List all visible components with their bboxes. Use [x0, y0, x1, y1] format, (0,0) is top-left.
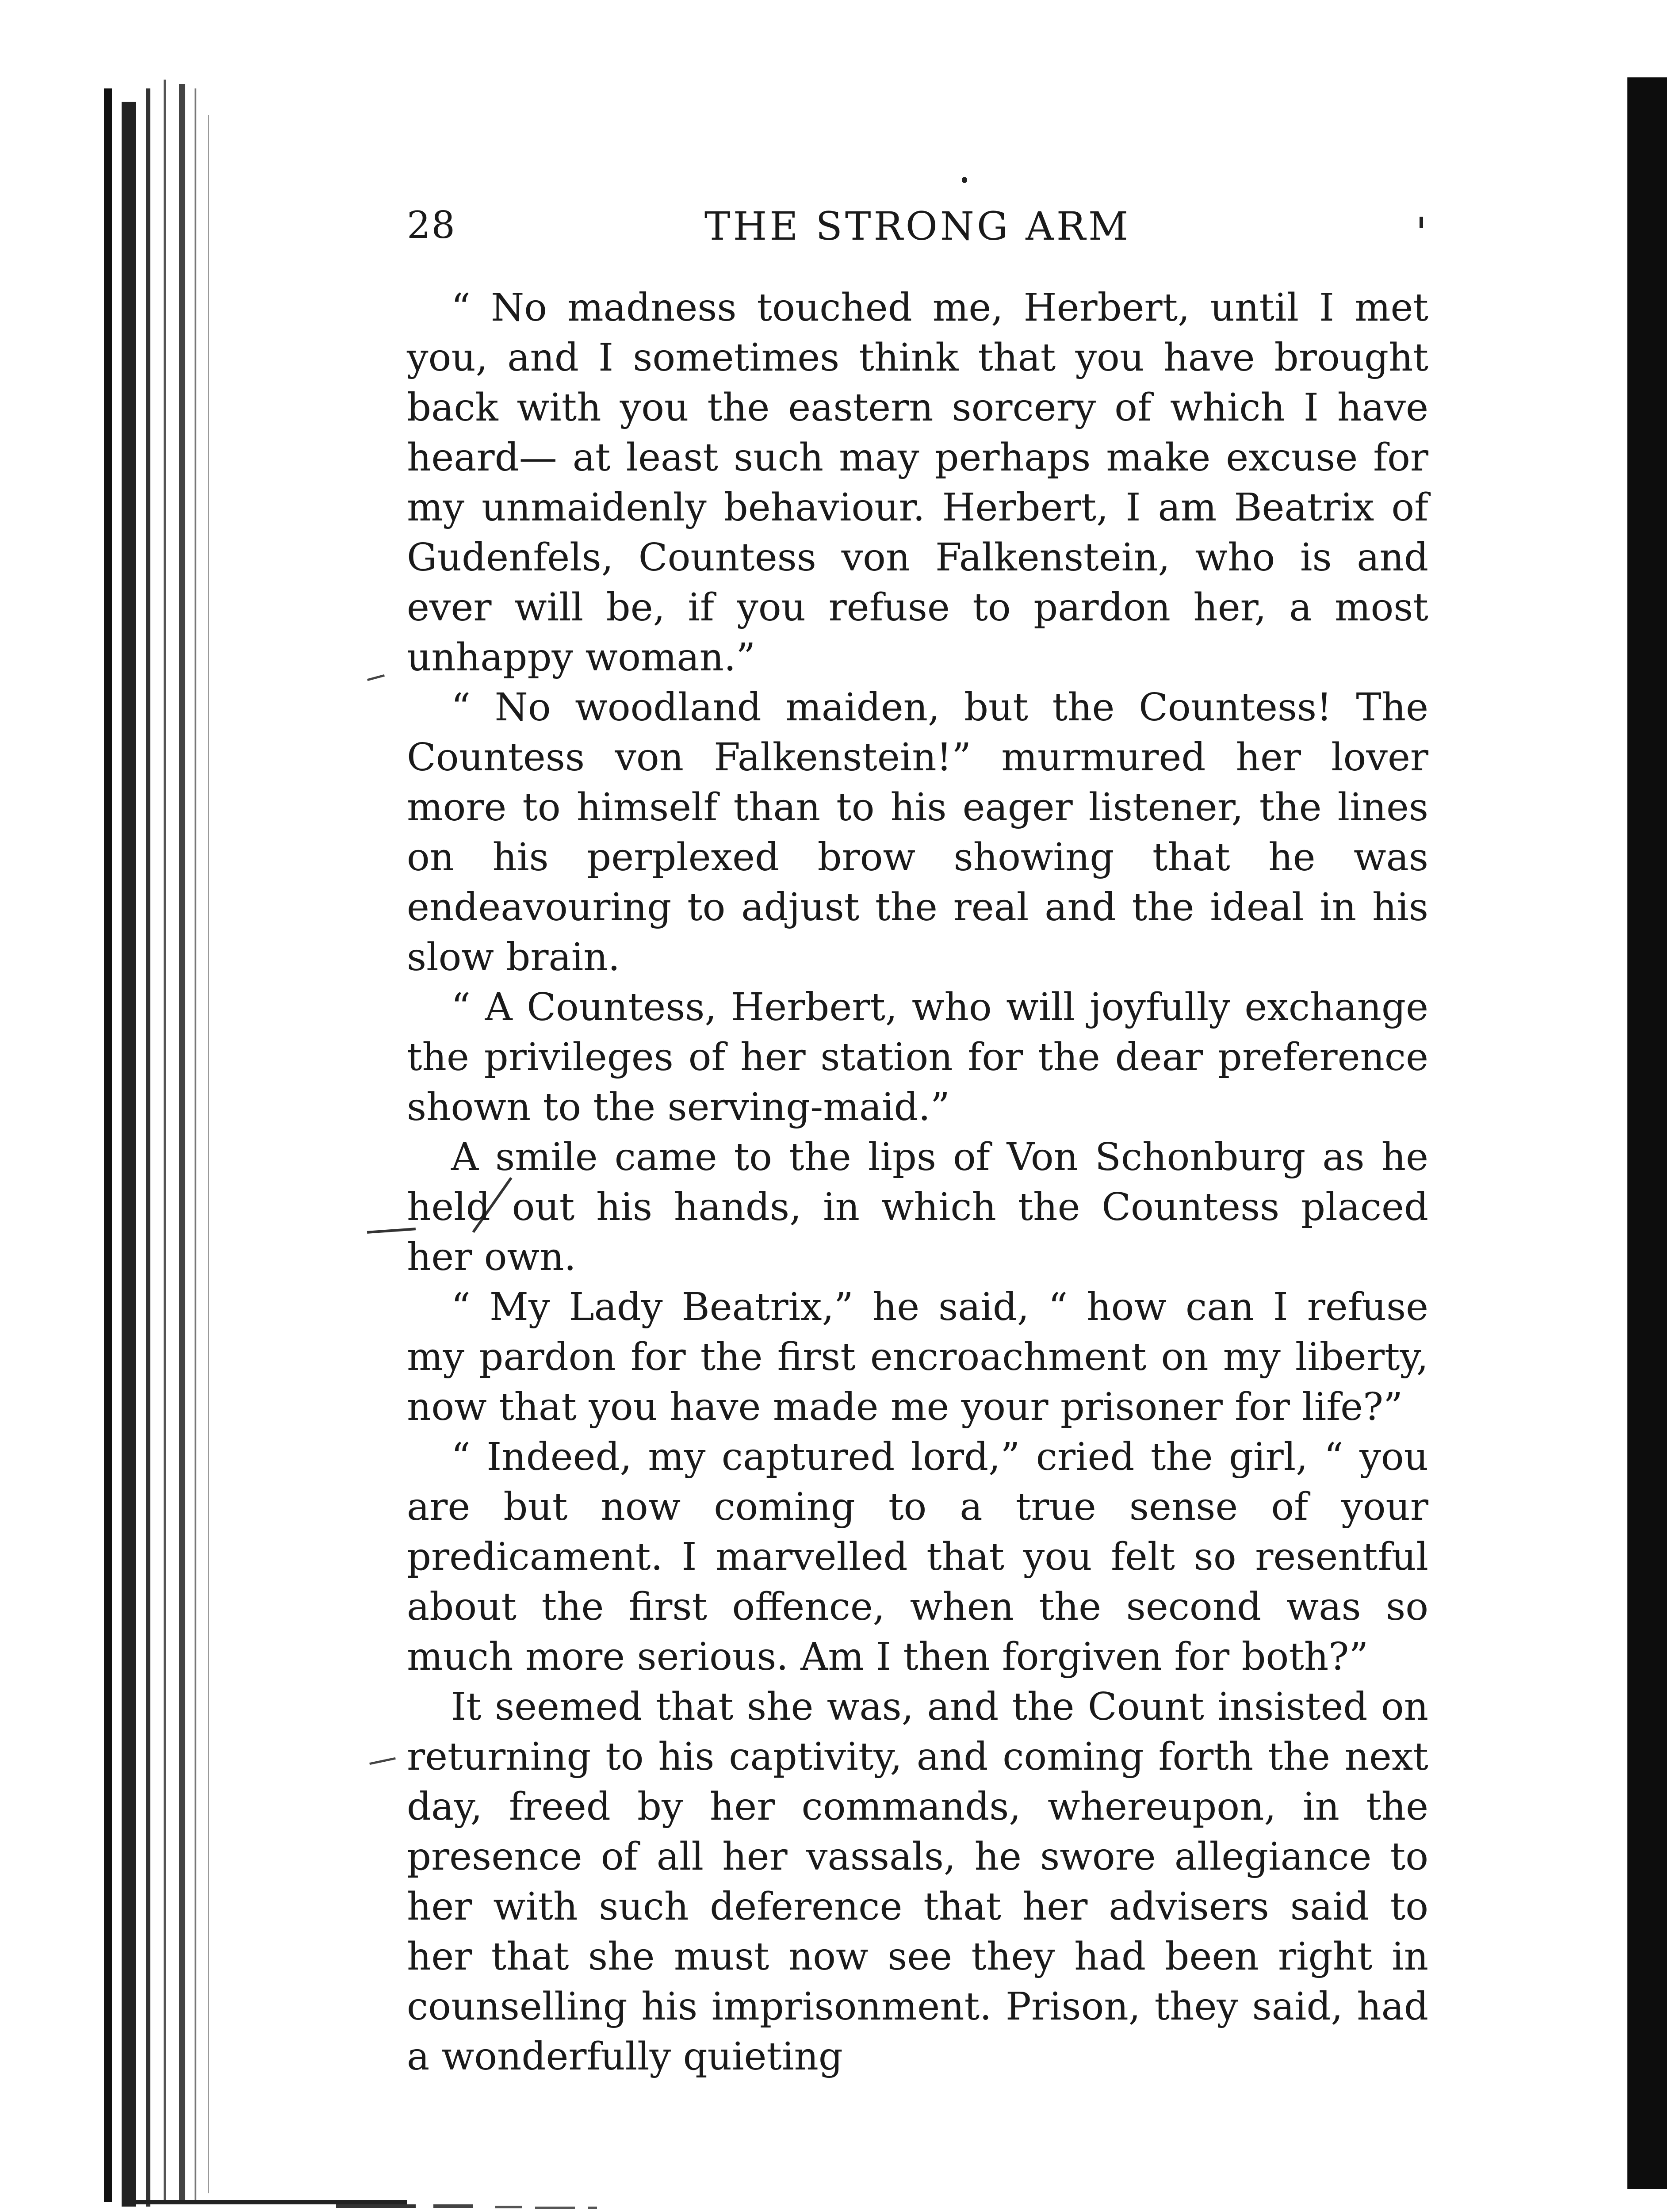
book-page [407, 190, 1428, 2082]
gutter-shadow-line [164, 80, 166, 2202]
ink-speck [962, 177, 967, 183]
right-edge-shadow [1627, 77, 1667, 2189]
gutter-shadow-line [146, 88, 150, 2207]
page-header [407, 190, 1428, 256]
gutter-shadow-line [104, 88, 112, 2202]
page-number: 28 [407, 203, 456, 247]
running-title: THE STRONG ARM [704, 203, 1131, 249]
paragraph: “ A Countess, Herbert, who will joyfully exchange the privileges of her station for the dear preference shown to the serving-maid.” [407, 985, 1428, 1129]
pen-stroke-mark [367, 674, 385, 681]
paragraph: It seemed that she was, and the Count insisted on returning to his captivity, and coming forth the next day, freed by her commands, whereupon, in the presence of all her vassals, he swore allegiance to her with such deference that her advisers said to her that she must now see they had been right in counselling his imprisonment. Prison, they said, had a wonderfully quieting [407, 1685, 1428, 2079]
bottom-edge-mark [535, 2207, 575, 2209]
paragraph: “ No madness touched me, Herbert, until I met you, and I sometimes think that you have brought back with you the eastern sorcery of which I have heard— at least such may perhaps make excuse for my unmaidenly behaviour. Herbert, I am Beatrix of Gudenfels, Countess von Falkenstein, who is and ever will be, if you refuse to pardon her, a most unhappy woman.” [407, 286, 1428, 680]
binding-gutter [0, 0, 248, 2211]
paragraph: “ My Lady Beatrix,” he said, “ how can I refuse my pardon for the first encroachment on my liberty, now that you have made me your prisoner for life?” [407, 1285, 1428, 1429]
gutter-shadow-line [179, 84, 185, 2202]
bottom-edge-mark [433, 2204, 473, 2208]
gutter-shadow-line [208, 115, 209, 2193]
paragraph: “ No woodland maiden, but the Countess! The Countess von Falkenstein!” murmured her lover more to himself than to his eager listener, the lines on his perplexed brow showing that he was endeavouring to adjust the real and the ideal in his slow brain. [407, 685, 1428, 979]
bottom-edge-mark [133, 2200, 407, 2204]
paragraph: “ Indeed, my captured lord,” cried the girl, “ you are but now coming to a true sense of your predicament. I marvelled that you felt so resentful about the first offence, when the second was so much more serious. Am I then forgiven for both?” [407, 1435, 1428, 1679]
bottom-edge-mark [336, 2204, 416, 2208]
gutter-shadow-line [122, 102, 136, 2207]
bottom-edge-mark [495, 2206, 522, 2208]
paragraph: A smile came to the lips of Von Schonburg as he held out his hands, in which the Countess placed her own. [407, 1135, 1428, 1279]
bottom-edge-mark [588, 2207, 597, 2209]
gutter-shadow-line [195, 88, 196, 2202]
pen-stroke-mark [369, 1757, 396, 1765]
body-text [407, 283, 1428, 2082]
